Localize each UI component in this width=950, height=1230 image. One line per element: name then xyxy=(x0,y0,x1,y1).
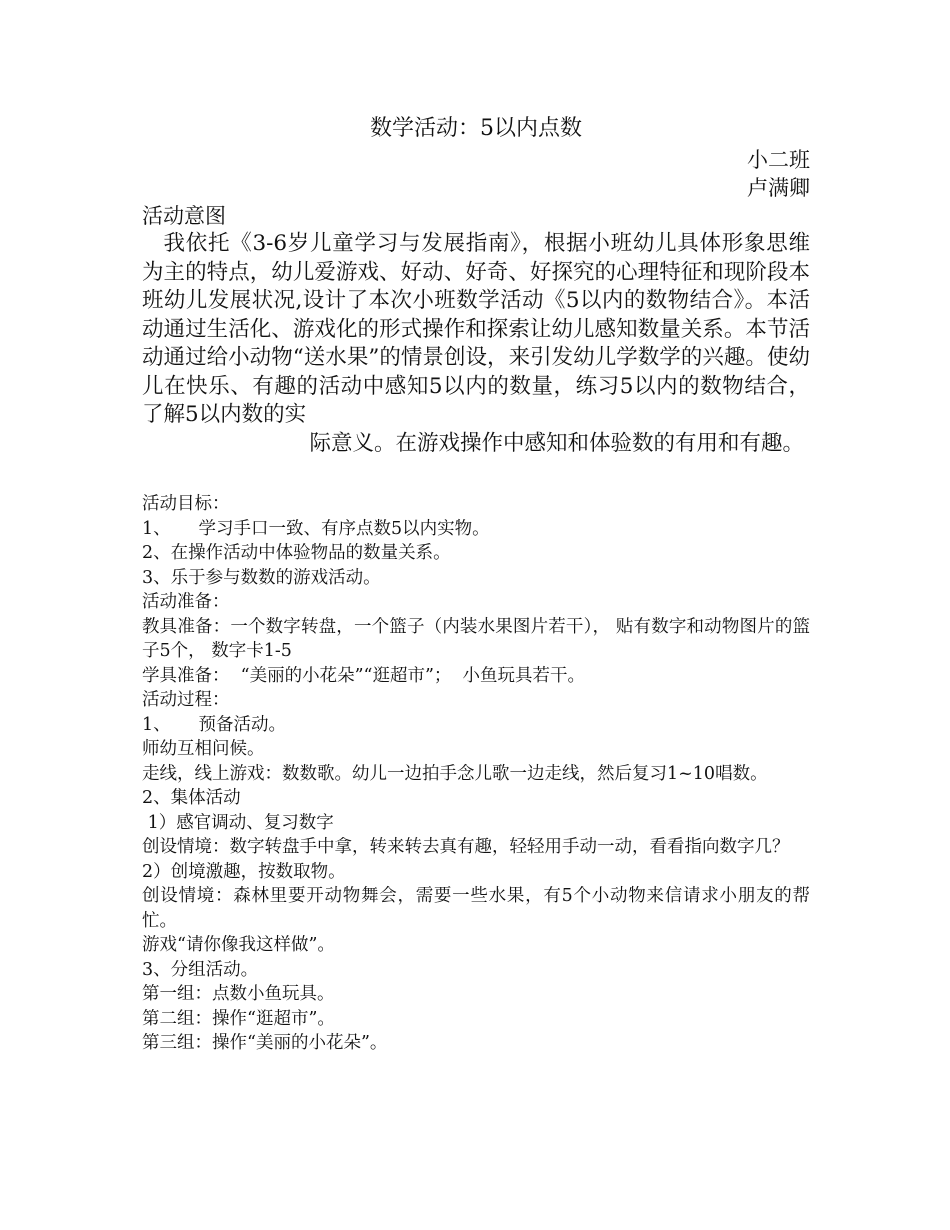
prep-teacher-materials: 教具准备：一个数字转盘，一个篮子（内装水果图片若干）， 贴有数字和动物图片的篮子5个， 数字卡1-5 xyxy=(142,616,810,661)
document-page xyxy=(142,112,810,1056)
goal-item-1: 1、 学习手口一致、有序点数5以内实物。 xyxy=(142,518,490,539)
intent-heading: 活动意图 xyxy=(142,204,226,228)
step-3-title: 3、分组活动。 xyxy=(142,959,259,980)
prep-heading: 活动准备： xyxy=(142,592,230,612)
process-heading: 活动过程： xyxy=(142,690,230,710)
step-2-2-scenario: 创设情境：森林里要开动物舞会，需要一些水果，有5个小动物来信请求小朋友的帮忙。 xyxy=(142,886,810,931)
prep-student-materials: 学具准备： “美丽的小花朵”“逛超市”； 小鱼玩具若干。 xyxy=(142,665,586,686)
goals-heading: 活动目标： xyxy=(142,494,230,514)
intent-paragraph-last-line: 际意义。在游戏操作中感知和体验数的有用和有趣。 xyxy=(309,430,804,456)
group-1: 第一组：点数小鱼玩具。 xyxy=(142,984,335,1004)
step-1-walking-game: 走线，线上游戏：数数歌。幼儿一边拍手念儿歌一边走线，然后复习1~10唱数。 xyxy=(142,763,768,784)
teacher-name: 卢满卿 xyxy=(747,176,810,200)
spacer xyxy=(142,458,810,492)
step-2-1-title: 1）感官调动、复习数字 xyxy=(142,812,334,833)
goal-item-2: 2、在操作活动中体验物品的数量关系。 xyxy=(142,543,451,563)
group-3: 第三组：操作“美丽的小花朵”。 xyxy=(142,1033,388,1053)
goal-item-3: 3、乐于参与数数的游戏活动。 xyxy=(142,567,381,588)
step-2-1-scenario: 创设情境：数字转盘手中拿，转来转去真有趣，轻轻用手动一动，看看指向数字几？ xyxy=(142,837,790,857)
step-1-title: 1、 预备活动。 xyxy=(142,714,286,735)
document-title: 数学活动：5以内点数 xyxy=(370,116,582,141)
step-1-greeting: 师幼互相问候。 xyxy=(142,739,265,759)
intent-paragraph: 我依托《3-6岁儿童学习与发展指南》，根据小班幼儿具体形象思维为主的特点，幼儿爱游戏、好动、好奇、好探究的心理特征和现阶段本班幼儿发展状况,设计了本次小班数学活动《5以内的数物结合》。本活动通过生活化、游戏化的形式操作和探索让幼儿感知数量关系。本节活动通过给小动物“送水果”的情景创设，来引发幼儿学数学的兴趣。使幼儿在快乐、有趣的活动中感知5以内的数量，练习5以内的数物结合，了解5以内数的实 xyxy=(142,231,810,427)
step-2-2-title: 2）创境激趣，按数取物。 xyxy=(142,861,346,882)
group-2: 第二组：操作“逛超市”。 xyxy=(142,1008,335,1029)
step-2-title: 2、集体活动 xyxy=(142,788,241,808)
step-2-game: 游戏“请你像我这样做”。 xyxy=(142,935,335,955)
class-name: 小二班 xyxy=(747,148,810,172)
